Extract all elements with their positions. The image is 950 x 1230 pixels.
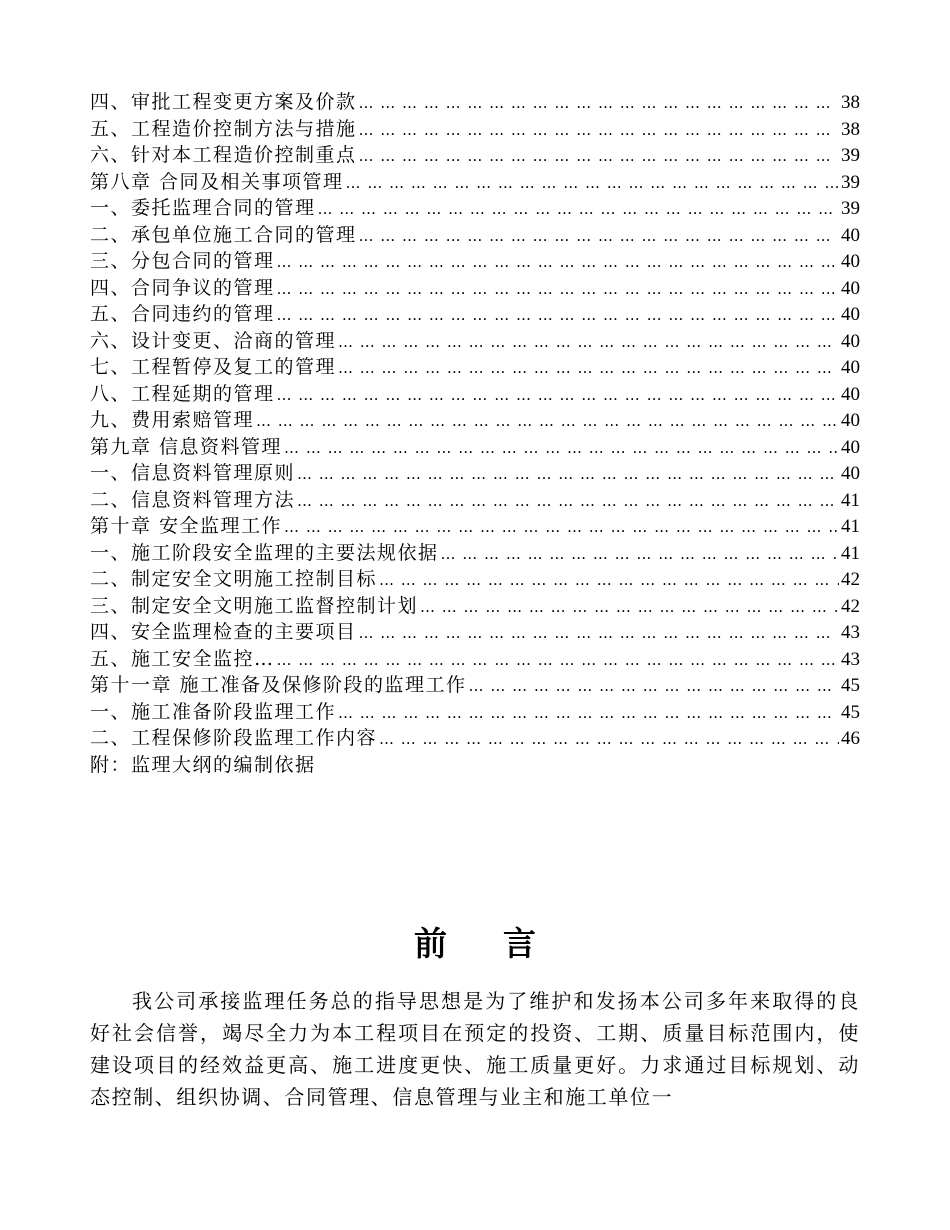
toc-leader-dots — [379, 567, 839, 593]
toc-entry-page: 45 — [841, 675, 860, 696]
toc-leader-dots — [359, 90, 839, 116]
toc-entry-title: 二、工程保修阶段监理工作内容 — [90, 727, 378, 749]
toc-entry-page: 46 — [841, 728, 860, 749]
toc-leader-dots — [318, 196, 839, 222]
toc-leader-dots — [338, 355, 839, 381]
toc-entry-page: 40 — [841, 410, 860, 431]
toc-entry — [90, 195, 860, 222]
toc-entry — [90, 275, 860, 302]
toc-entry — [90, 725, 860, 752]
toc-entry — [90, 248, 860, 275]
toc-leader-dots — [256, 408, 839, 434]
toc-leader-dots — [338, 700, 839, 726]
toc-leader-dots — [284, 514, 839, 540]
toc-entry-title: 二、制定安全文明施工控制目标 — [90, 568, 378, 590]
toc-entry-title: 第十一章 施工准备及保修阶段的监理工作 — [90, 674, 467, 696]
toc-entry-title: 七、工程暂停及复工的管理 — [90, 356, 337, 378]
toc-entry-page: 38 — [841, 92, 860, 113]
toc-entry-title: 一、施工阶段安全监理的主要法规依据 — [90, 541, 439, 564]
toc-entry-title: 五、施工安全监控… — [90, 647, 275, 670]
toc-leader-dots — [420, 594, 839, 620]
toc-entry — [90, 328, 860, 355]
toc-entry — [90, 699, 860, 726]
toc-entry-title: 九、费用索赔管理 — [90, 409, 255, 431]
toc-entry-page: 38 — [841, 118, 860, 140]
toc-entry — [90, 381, 860, 408]
toc-entry — [90, 222, 860, 249]
toc-entry-title: 第八章 合同及相关事项管理 — [90, 170, 344, 193]
toc-entry — [90, 89, 860, 116]
toc-entry — [90, 540, 860, 567]
toc-entry-page: 40 — [841, 224, 860, 246]
toc-entry-page: 41 — [841, 542, 860, 564]
toc-entry-title: 一、信息资料管理原则 — [90, 462, 296, 484]
toc-entry-page: 45 — [841, 701, 860, 723]
toc-entry-page: 40 — [841, 304, 860, 325]
toc-entry-page: 42 — [841, 595, 860, 617]
toc-chapter-entry — [90, 169, 860, 196]
toc-entry — [90, 116, 860, 143]
toc-leader-dots — [277, 302, 839, 328]
toc-leader-dots — [359, 620, 839, 646]
toc-entry-title: 五、合同违约的管理 — [90, 303, 275, 325]
toc-appendix-title: 附：监理大纲的编制依据 — [90, 753, 316, 776]
toc-entry-page: 40 — [841, 463, 860, 484]
toc-leader-dots — [346, 170, 839, 196]
toc-entry-page: 40 — [841, 251, 860, 272]
toc-entry-title: 一、施工准备阶段监理工作 — [90, 700, 337, 723]
toc-entry-title: 四、合同争议的管理 — [90, 276, 275, 299]
toc-entry-page: 39 — [841, 198, 860, 219]
toc-leader-dots — [297, 461, 839, 487]
toc-entry-page: 39 — [841, 145, 860, 166]
toc-entry-title: 四、安全监理检查的主要项目 — [90, 621, 357, 643]
toc-entry-title: 二、信息资料管理方法 — [90, 488, 296, 511]
toc-entry-page: 40 — [841, 436, 860, 458]
toc-leader-dots — [338, 329, 839, 355]
toc-leader-dots — [277, 647, 839, 673]
toc-entry-title: 八、工程延期的管理 — [90, 382, 275, 405]
toc-entry — [90, 487, 860, 514]
toc-entry-title: 三、分包合同的管理 — [90, 250, 275, 272]
toc-entry-page: 41 — [841, 489, 860, 511]
toc-entry-title: 六、设计变更、洽商的管理 — [90, 329, 337, 352]
toc-entry-page: 42 — [841, 569, 860, 590]
toc-entry-title: 四、审批工程变更方案及价款 — [90, 91, 357, 113]
toc-leader-dots — [359, 117, 839, 143]
toc-appendix-entry — [90, 752, 860, 779]
toc-leader-dots — [469, 673, 839, 699]
toc-entry-title: 五、工程造价控制方法与措施 — [90, 117, 357, 140]
toc-entry-page: 39 — [841, 171, 860, 193]
toc-leader-dots — [379, 726, 839, 752]
toc-entry — [90, 646, 860, 673]
toc-entry-title: 二、承包单位施工合同的管理 — [90, 223, 357, 246]
toc-leader-dots — [441, 541, 839, 567]
toc-chapter-entry — [90, 672, 860, 699]
toc-leader-dots — [277, 276, 839, 302]
toc-entry-page: 40 — [841, 357, 860, 378]
toc-entry — [90, 407, 860, 434]
toc-entry — [90, 566, 860, 593]
toc-entry-page: 43 — [841, 622, 860, 643]
toc-entry-page: 40 — [841, 277, 860, 299]
toc-entry — [90, 301, 860, 328]
toc-entry-title: 第十章 安全监理工作 — [90, 515, 283, 537]
toc-leader-dots — [284, 435, 839, 461]
table-of-contents — [90, 89, 860, 778]
toc-entry-title: 一、委托监理合同的管理 — [90, 197, 316, 219]
toc-chapter-entry — [90, 434, 860, 461]
toc-leader-dots — [297, 488, 839, 514]
toc-entry — [90, 354, 860, 381]
toc-entry-page: 41 — [841, 516, 860, 537]
toc-entry-title: 第九章 信息资料管理 — [90, 435, 283, 458]
toc-leader-dots — [277, 249, 839, 275]
toc-entry — [90, 142, 860, 169]
toc-leader-dots — [359, 143, 839, 169]
toc-entry-title: 六、针对本工程造价控制重点 — [90, 144, 357, 166]
toc-entry — [90, 460, 860, 487]
toc-leader-dots — [359, 223, 839, 249]
toc-entry-page: 40 — [841, 383, 860, 405]
toc-entry — [90, 593, 860, 620]
toc-entry-page: 43 — [841, 648, 860, 670]
toc-chapter-entry — [90, 513, 860, 540]
toc-entry-page: 40 — [841, 330, 860, 352]
toc-entry — [90, 619, 860, 646]
toc-leader-dots — [277, 382, 839, 408]
preface-body: 我公司承接监理任务总的指导思想是为了维护和发扬本公司多年来取得的良好社会信誉，竭尽全力为本工程项目在预定的投资、工期、质量目标范围内，使建设项目的经效益更高、施工进度更快、施工质量更好。力求通过目标规划、动态控制、组织协调、合同管理、信息管理与业主和施工单位一 — [90, 989, 860, 1109]
toc-entry-title: 三、制定安全文明施工监督控制计划 — [90, 594, 419, 617]
preface-title: 前言 — [414, 924, 592, 963]
